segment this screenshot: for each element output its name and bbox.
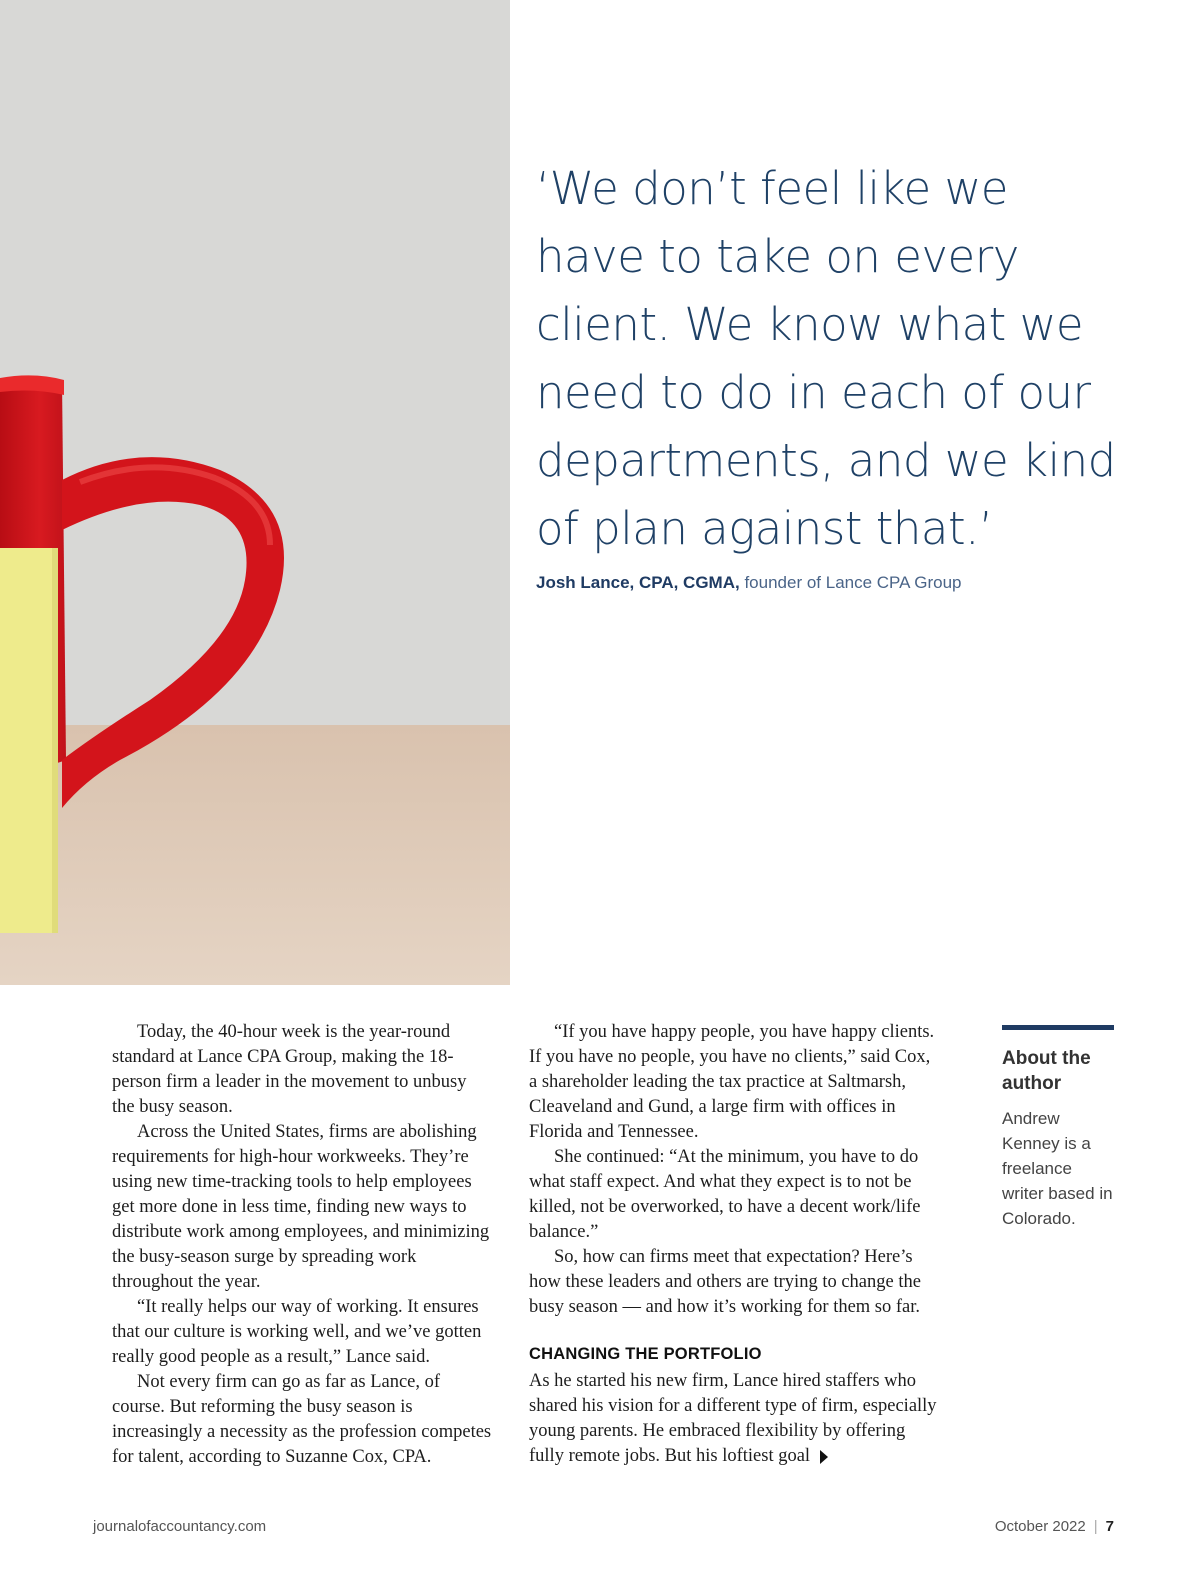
footer-site: journalofaccountancy.com (93, 1518, 267, 1535)
paragraph-continued (529, 1369, 939, 1469)
author-bio: Andrew Kenney is a freelance writer based in Colorado. (1002, 1109, 1113, 1228)
red-mug-photo (0, 0, 510, 985)
issue-date: October 2022 (994, 1518, 1086, 1535)
attribution-name: Josh Lance, CPA, CGMA, (536, 573, 740, 592)
paragraph: So, how can firms meet that expectation? Here’s how these leaders and others are trying to change the busy season — and how it’s working for them so far. (529, 1247, 921, 1317)
quote-attribution (536, 573, 1136, 593)
body-column-2 (529, 1020, 939, 1469)
photo-illustration (0, 0, 510, 985)
about-author-sidebar (1002, 1025, 1114, 1231)
footer-issue (995, 1518, 1114, 1535)
paragraph: Across the United States, firms are abolishing requirements for high-hour workweeks. They’re using new time-tracking tools to help employees get more done in less time, finding new ways to distribute work among employees, and minimizing the busy-season surge by spreading work throughout the year. (112, 1122, 490, 1292)
paragraph: Today, the 40-hour week is the year-round standard at Lance CPA Group, making the 18-person firm a leader in the movement to unbusy the busy season. (112, 1022, 467, 1117)
footer-separator: | (1093, 1518, 1098, 1535)
sticky-note (0, 548, 58, 933)
paragraph: “It really helps our way of working. It ensures that our culture is working well, and we’ve gotten really good people as a result,” Lance said. (112, 1297, 482, 1367)
section-heading: CHANGING THE PORTFOLIO (529, 1345, 762, 1363)
paragraph: “If you have happy people, you have happy clients. If you have no people, you have no clients,” said Cox, a shareholder leading the tax practice at Saltmarsh, Cleaveland and Gund, a large firm with offices in Florida and Tennessee. (529, 1022, 935, 1142)
paragraph: She continued: “At the minimum, you have to do what staff expect. And what they expect is to not be killed, not be overworked, to have a decent work/life balance.” (529, 1147, 921, 1242)
attribution-role: founder of Lance CPA Group (744, 573, 962, 592)
pull-quote: ‘We don’t feel like we have to take on every client. We know what we need to do in each of our departments, and we kind of plan against that.’ (536, 162, 1116, 555)
paragraph-text: As he started his new firm, Lance hired staffers who shared his vision for a different type of firm, especially young parents. He embraced flexibility by offering fully remote jobs. But his loftiest goal (529, 1371, 937, 1466)
continue-arrow-icon (820, 1450, 828, 1464)
sidebar-heading: About the author (1002, 1048, 1091, 1094)
body-column-1 (112, 1020, 492, 1470)
paragraph: Not every firm can go as far as Lance, of course. But reforming the busy season is increasingly a necessity as the profession competes for talent, according to Suzanne Cox, CPA. (112, 1372, 492, 1467)
sidebar-rule (1002, 1025, 1114, 1030)
page-number: 7 (1105, 1518, 1114, 1535)
